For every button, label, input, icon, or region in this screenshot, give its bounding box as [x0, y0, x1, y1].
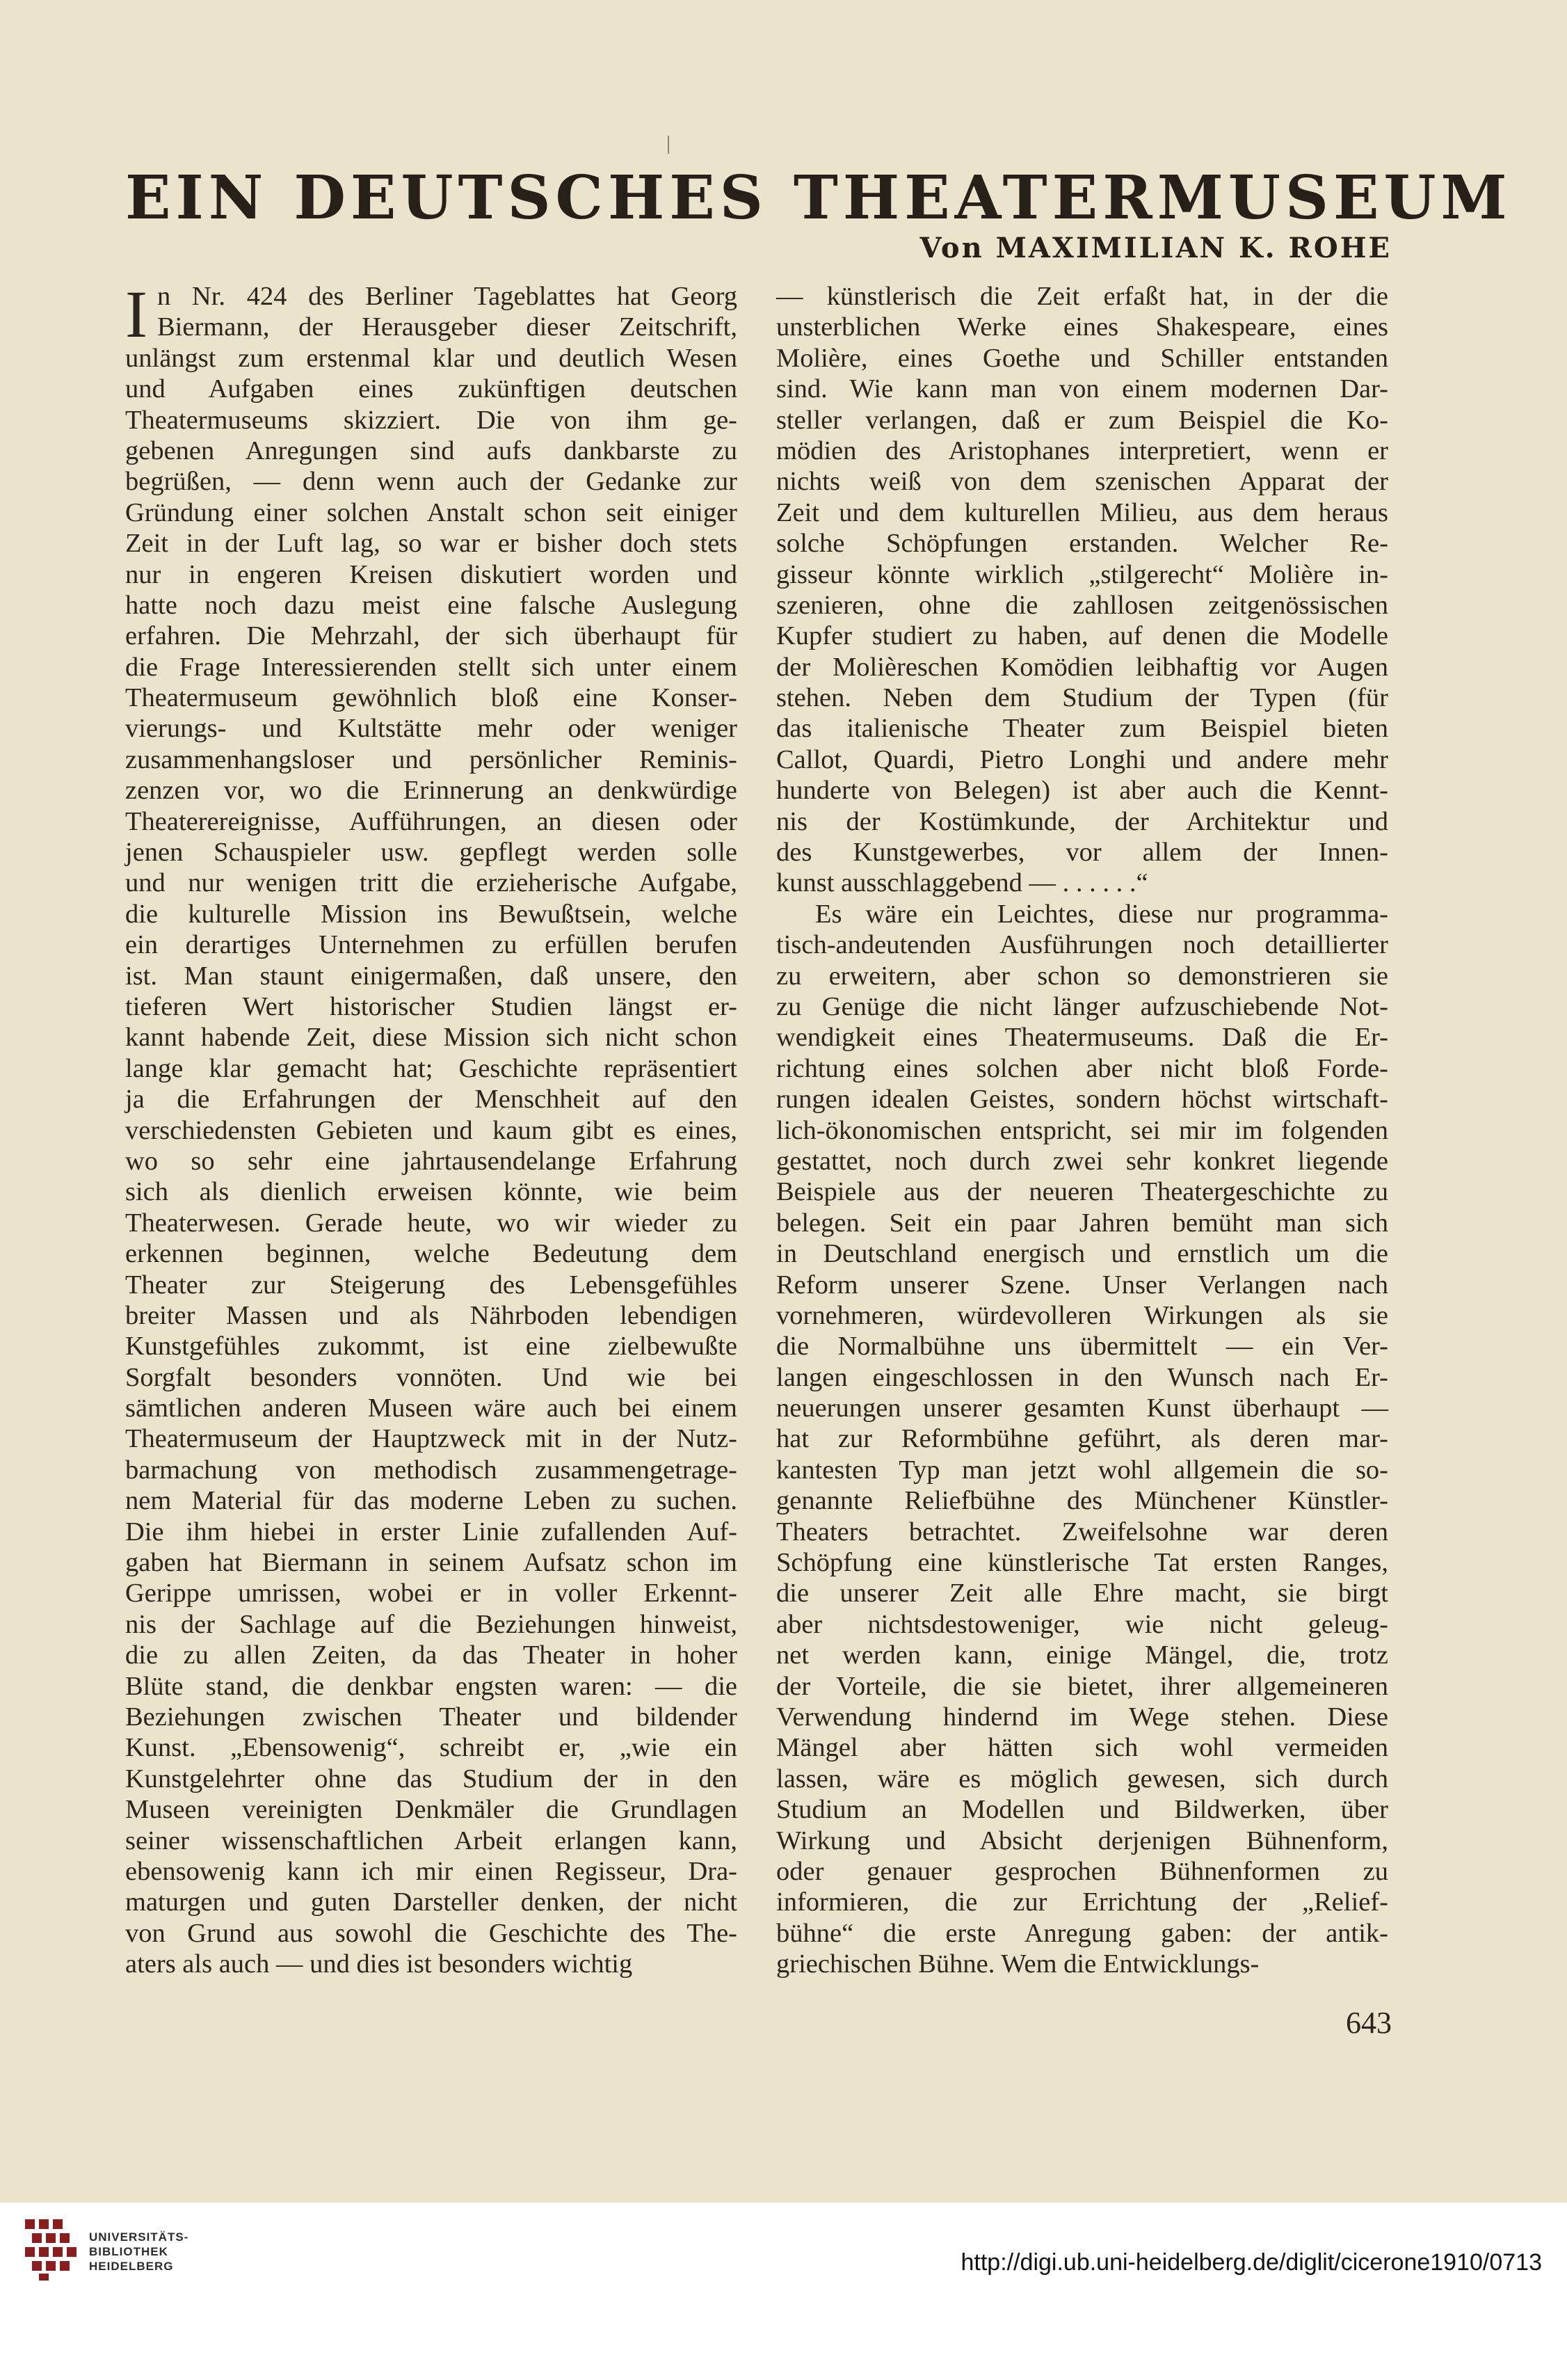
text-line: Theatermuseums skizziert. Die von ihm ge-: [125, 405, 737, 435]
text-line: net werden kann, einige Mängel, die, trotz: [776, 1640, 1388, 1670]
text-line: Es wäre ein Leichtes, diese nur programma-: [815, 899, 1388, 929]
text-line: Theaters betrachtet. Zweifelsohne war deren: [776, 1517, 1388, 1547]
source-url-link[interactable]: http://digi.ub.uni-heidelberg.de/diglit/cicerone1910/0713: [961, 2249, 1542, 2276]
text-line: vierungs- und Kultstätte mehr oder weniger: [125, 714, 737, 744]
text-line: sind. Wie kann man von einem modernen Dar-: [776, 374, 1388, 404]
text-line: Wirkung und Absicht derjenigen Bühnenform,: [776, 1826, 1388, 1855]
drop-cap: I: [125, 277, 147, 351]
text-line: hunderte von Belegen) ist aber auch die Kennt-: [776, 776, 1388, 806]
text-line: nis der Kostümkunde, der Architektur und: [776, 806, 1388, 836]
text-line: kunst ausschlaggebend — . . . . . .“: [776, 868, 1148, 898]
library-name-line: HEIDELBERG: [89, 2260, 174, 2273]
text-line: bühne“ die erste Anregung gaben: der antik-: [776, 1918, 1388, 1948]
text-line: Kupfer studiert zu haben, auf denen die Modelle: [776, 621, 1388, 651]
text-column-right: [776, 281, 1388, 1979]
text-line: Kunstgelehrter ohne das Studium der in den: [125, 1764, 737, 1794]
text-column-left: [125, 277, 737, 1979]
text-line: tisch-andeutenden Ausführungen noch detaillierter: [776, 930, 1388, 960]
text-line: n Nr. 424 des Berliner Tageblattes hat Georg: [157, 282, 737, 311]
text-line: aters als auch — und dies ist besonders wichtig: [125, 1949, 633, 1979]
article-byline: Von MAXIMILIAN K. ROHE: [919, 232, 1392, 264]
text-line: barmachung von methodisch zusammengetrage-: [125, 1455, 737, 1485]
fold-mark: [668, 136, 669, 154]
library-name-line: UNIVERSITÄTS-: [89, 2230, 189, 2244]
text-line: Zeit und dem kulturellen Milieu, aus dem heraus: [776, 497, 1388, 527]
text-line: zenzen vor, wo die Erinnerung an denkwürdige: [125, 776, 737, 806]
text-line: vornehmeren, würdevolleren Wirkungen als sie: [776, 1300, 1388, 1330]
text-line: lange klar gemacht hat; Geschichte repräsentiert: [125, 1053, 737, 1083]
text-line: szenieren, ohne die zahllosen zeitgenössischen: [776, 590, 1388, 620]
text-line: des Kunstgewerbes, vor allem der Innen-: [776, 838, 1388, 868]
text-line: nis der Sachlage auf die Beziehungen hinweist,: [125, 1609, 737, 1639]
text-line: aber nichtsdestoweniger, wie nicht geleug-: [776, 1609, 1388, 1639]
text-line: Reform unserer Szene. Unser Verlangen nach: [776, 1270, 1388, 1300]
text-line: erkennen beginnen, welche Bedeutung dem: [125, 1239, 737, 1269]
text-line: rungen idealen Geistes, sondern höchst wirtschaft-: [776, 1085, 1388, 1115]
text-line: hat zur Reformbühne geführt, als deren mar-: [776, 1424, 1388, 1454]
text-line: gestattet, noch durch zwei sehr konkret liegende: [776, 1146, 1388, 1176]
text-line: Studium an Modellen und Bildwerken, über: [776, 1795, 1388, 1825]
text-line: lassen, wäre es möglich gewesen, sich durch: [776, 1764, 1388, 1794]
text-line: zusammenhangsloser und persönlicher Reminis-: [125, 744, 737, 774]
text-line: ist. Man staunt einigermaßen, daß unsere, den: [125, 961, 737, 991]
text-line: Verwendung hindernd im Wege stehen. Diese: [776, 1702, 1388, 1732]
text-line: seiner wissenschaftlichen Arbeit erlangen kann,: [125, 1826, 737, 1855]
text-line: maturgen und guten Darsteller denken, der nicht: [125, 1887, 737, 1917]
text-line: der Vorteile, die sie bietet, ihrer allgemeineren: [776, 1671, 1388, 1701]
text-line: gebenen Anregungen sind aufs dankbarste zu: [125, 436, 737, 465]
text-line: Die ihm hiebei in erster Linie zufallenden Auf-: [125, 1517, 737, 1547]
text-line: die Frage Interessierenden stellt sich unter einem: [125, 652, 737, 682]
text-line: kannt habende Zeit, diese Mission sich nicht schon: [125, 1023, 737, 1053]
library-name-line: BIBLIOTHEK: [89, 2245, 168, 2258]
text-line: Theater zur Steigerung des Lebensgefühles: [125, 1270, 737, 1300]
text-line: erfahren. Die Mehrzahl, der sich überhaupt für: [125, 621, 737, 651]
text-line: Kunst. „Ebensowenig“, schreibt er, „wie ein: [125, 1733, 737, 1763]
text-line: informieren, die zur Errichtung der „Relief-: [776, 1887, 1388, 1917]
page-number: 643: [1346, 2006, 1392, 2040]
text-line: gaben hat Biermann in seinem Aufsatz schon im: [125, 1548, 737, 1578]
text-line: verschiedensten Gebieten und kaum gibt es eines,: [125, 1115, 737, 1145]
text-line: steller verlangen, daß er zum Beispiel die Ko-: [776, 405, 1388, 435]
text-line: Schöpfung eine künstlerische Tat ersten Ranges,: [776, 1548, 1388, 1578]
text-line: solche Schöpfungen erstanden. Welcher Re-: [776, 529, 1388, 559]
text-line: kantesten Typ man jetzt wohl allgemein die so-: [776, 1455, 1388, 1485]
text-line: richtung eines solchen aber nicht bloß Forde-: [776, 1053, 1388, 1083]
digitization-footer: [0, 2203, 1567, 2380]
text-line: in Deutschland energisch und ernstlich um die: [776, 1239, 1388, 1269]
text-line: sämtlichen anderen Museen wäre auch bei einem: [125, 1393, 737, 1423]
text-line: und Aufgaben eines zukünftigen deutschen: [125, 374, 737, 404]
text-line: das italienische Theater zum Beispiel bieten: [776, 714, 1388, 744]
text-line: zu Genüge die nicht länger aufzuschiebende Not-: [776, 991, 1388, 1021]
text-line: nem Material für das moderne Leben zu suchen.: [125, 1486, 737, 1516]
article-title: EIN DEUTSCHES THEATERMUSEUM: [125, 163, 1512, 233]
text-line: begrüßen, — denn wenn auch der Gedanke zur: [125, 467, 737, 497]
text-line: ja die Erfahrungen der Menschheit auf den: [125, 1085, 737, 1115]
text-line: belegen. Seit ein paar Jahren bemüht man sich: [776, 1208, 1388, 1238]
text-line: Biermann, der Herausgeber dieser Zeitschrift,: [157, 312, 737, 342]
text-line: die zu allen Zeiten, da das Theater in hoher: [125, 1640, 737, 1670]
text-line: gisseur könnte wirklich „stilgerecht“ Molière in-: [776, 559, 1388, 589]
text-line: ebensowenig kann ich mir einen Regisseur, Dra-: [125, 1856, 737, 1886]
text-line: Blüte stand, die denkbar engsten waren: — die: [125, 1671, 737, 1701]
text-line: Theatermuseum gewöhnlich bloß eine Konser-: [125, 683, 737, 713]
text-line: Beispiele aus der neueren Theatergeschichte zu: [776, 1177, 1388, 1207]
text-line: die unserer Zeit alle Ehre macht, sie birgt: [776, 1579, 1388, 1608]
text-line: mödien des Aristophanes interpretiert, wenn er: [776, 436, 1388, 465]
text-line: nur in engeren Kreisen diskutiert worden und: [125, 559, 737, 589]
text-line: Theaterereignisse, Aufführungen, an diesen oder: [125, 806, 737, 836]
text-line: der Molièreschen Komödien leibhaftig vor Augen: [776, 652, 1388, 682]
text-line: lich-ökonomischen entspricht, sei mir im folgenden: [776, 1115, 1388, 1145]
text-line: genannte Reliefbühne des Münchener Künstler-: [776, 1486, 1388, 1516]
text-line: Callot, Quardi, Pietro Longhi und andere mehr: [776, 744, 1388, 774]
text-line: zu erweitern, aber schon so demonstrieren sie: [776, 961, 1388, 991]
text-line: — künstlerisch die Zeit erfaßt hat, in der die: [776, 282, 1388, 311]
university-seal-icon: [21, 2217, 82, 2283]
text-line: Beziehungen zwischen Theater und bildender: [125, 1702, 737, 1732]
text-line: Zeit in der Luft lag, so war er bisher doch stets: [125, 529, 737, 559]
text-line: neuerungen unserer gesamten Kunst überhaupt —: [776, 1393, 1388, 1423]
text-line: Mängel aber hätten sich wohl vermeiden: [776, 1733, 1388, 1763]
text-line: sich als dienlich erweisen könnte, wie beim: [125, 1177, 737, 1207]
text-line: die kulturelle Mission ins Bewußtsein, welche: [125, 899, 737, 929]
text-line: Sorgfalt besonders vonnöten. Und wie bei: [125, 1362, 737, 1392]
text-line: Gerippe umrissen, wobei er in voller Erkennt-: [125, 1579, 737, 1608]
text-line: von Grund aus sowohl die Geschichte des The-: [125, 1918, 737, 1948]
text-line: nichts weiß von dem szenischen Apparat der: [776, 467, 1388, 497]
text-line: tieferen Wert historischer Studien längst er-: [125, 991, 737, 1021]
text-line: Theatermuseum der Hauptzweck mit in der Nutz-: [125, 1424, 737, 1454]
text-line: wendigkeit eines Theatermuseums. Daß die Er-: [776, 1023, 1388, 1053]
text-line: Museen vereinigten Denkmäler die Grundlagen: [125, 1795, 737, 1825]
text-line: und nur wenigen tritt die erzieherische Aufgabe,: [125, 868, 737, 898]
text-line: unsterblichen Werke eines Shakespeare, eines: [776, 312, 1388, 342]
text-line: unlängst zum erstenmal klar und deutlich Wesen: [125, 343, 737, 373]
text-line: breiter Massen und als Nährboden lebendigen: [125, 1300, 737, 1330]
text-line: oder genauer gesprochen Bühnenformen zu: [776, 1856, 1388, 1886]
library-name: [89, 2230, 188, 2274]
text-line: hatte noch dazu meist eine falsche Auslegung: [125, 590, 737, 620]
text-line: Molière, eines Goethe und Schiller entstanden: [776, 343, 1388, 373]
text-line: jenen Schauspieler usw. gepflegt werden solle: [125, 838, 737, 868]
text-line: Gründung einer solchen Anstalt schon seit einiger: [125, 497, 737, 527]
text-line: wo so sehr eine jahrtausendelange Erfahrung: [125, 1146, 737, 1176]
text-line: langen eingeschlossen in den Wunsch nach Er-: [776, 1362, 1388, 1392]
text-line: ein derartiges Unternehmen zu erfüllen berufen: [125, 930, 737, 960]
text-line: die Normalbühne uns übermittelt — ein Ver-: [776, 1332, 1388, 1361]
text-line: Kunstgefühles zukommt, ist eine zielbewußte: [125, 1332, 737, 1361]
text-line: griechischen Bühne. Wem die Entwicklungs-: [776, 1949, 1260, 1979]
text-line: Theaterwesen. Gerade heute, wo wir wieder zu: [125, 1208, 737, 1238]
text-line: stehen. Neben dem Studium der Typen (für: [776, 683, 1388, 713]
